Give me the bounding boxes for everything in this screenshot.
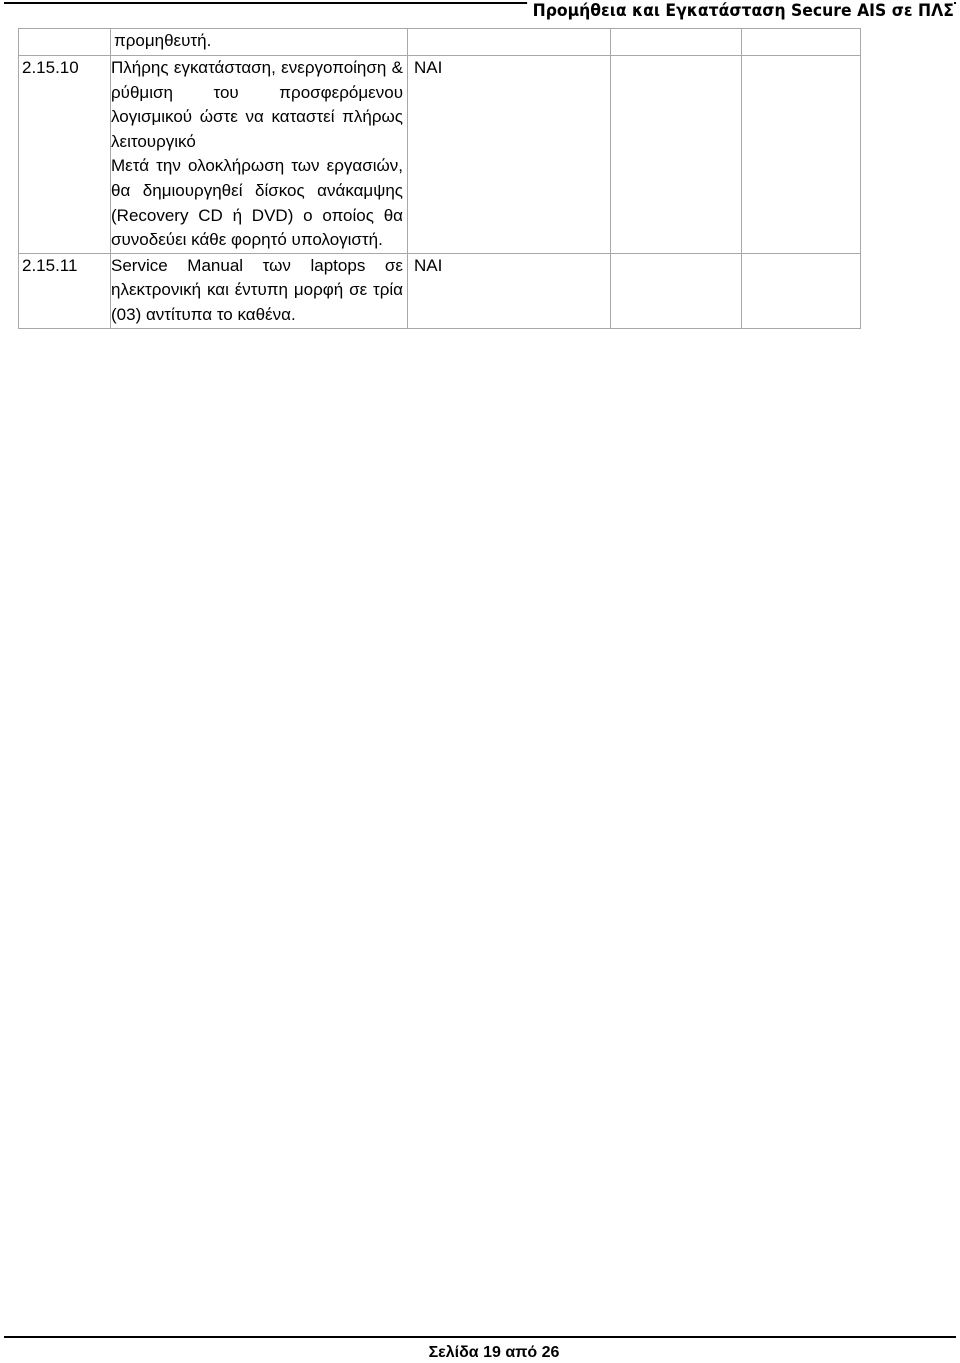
- document-header-title: Προμήθεια και Εγκατάσταση Secure AIS σε ΠΛΣ: [527, 1, 954, 21]
- description-paragraph: Service Manual των laptops σε ηλεκτρονική και έντυπη μορφή σε τρία (03) αντίτυπα το καθένα.: [111, 255, 403, 324]
- description-paragraph: Μετά την ολοκλήρωση των εργασιών, θα δημιουργηθεί δίσκος ανάκαμψης (Recovery CD ή DVD) ο οποίος θα συνοδεύει κάθε φορητό υπολογιστή.: [111, 156, 403, 250]
- cell-number-empty: [19, 29, 111, 56]
- cell-reference: [611, 56, 742, 254]
- cell-reference: [611, 253, 742, 328]
- cell-item-number: 2.15.10: [19, 56, 111, 254]
- page-number: [0, 1343, 960, 1363]
- continued-text: προμηθευτή.: [114, 31, 212, 50]
- description-paragraph: Πλήρης εγκατάσταση, ενεργοποίηση & ρύθμιση του προσφερόμενου λογισμικού ώστε να καταστεί πλήρως λειτουργικό: [111, 58, 403, 151]
- cell-item-number: 2.15.11: [19, 253, 111, 328]
- cell-answer: ΝΑΙ: [408, 56, 611, 254]
- cell-description: [111, 56, 408, 254]
- cell-description-continued: [111, 29, 408, 56]
- cell-notes: [742, 56, 861, 254]
- cell-notes-empty: [742, 29, 861, 56]
- footer-rule: [4, 1336, 956, 1338]
- table-row: [19, 253, 861, 328]
- cell-answer-empty: [408, 29, 611, 56]
- cell-notes: [742, 253, 861, 328]
- table-row-continued: [19, 29, 861, 56]
- cell-answer: ΝΑΙ: [408, 253, 611, 328]
- table-row: [19, 56, 861, 254]
- page-number-label: Σελίδα 19 από 26: [428, 1344, 560, 1361]
- cell-reference-empty: [611, 29, 742, 56]
- requirements-table: [18, 28, 861, 329]
- cell-description: [111, 253, 408, 328]
